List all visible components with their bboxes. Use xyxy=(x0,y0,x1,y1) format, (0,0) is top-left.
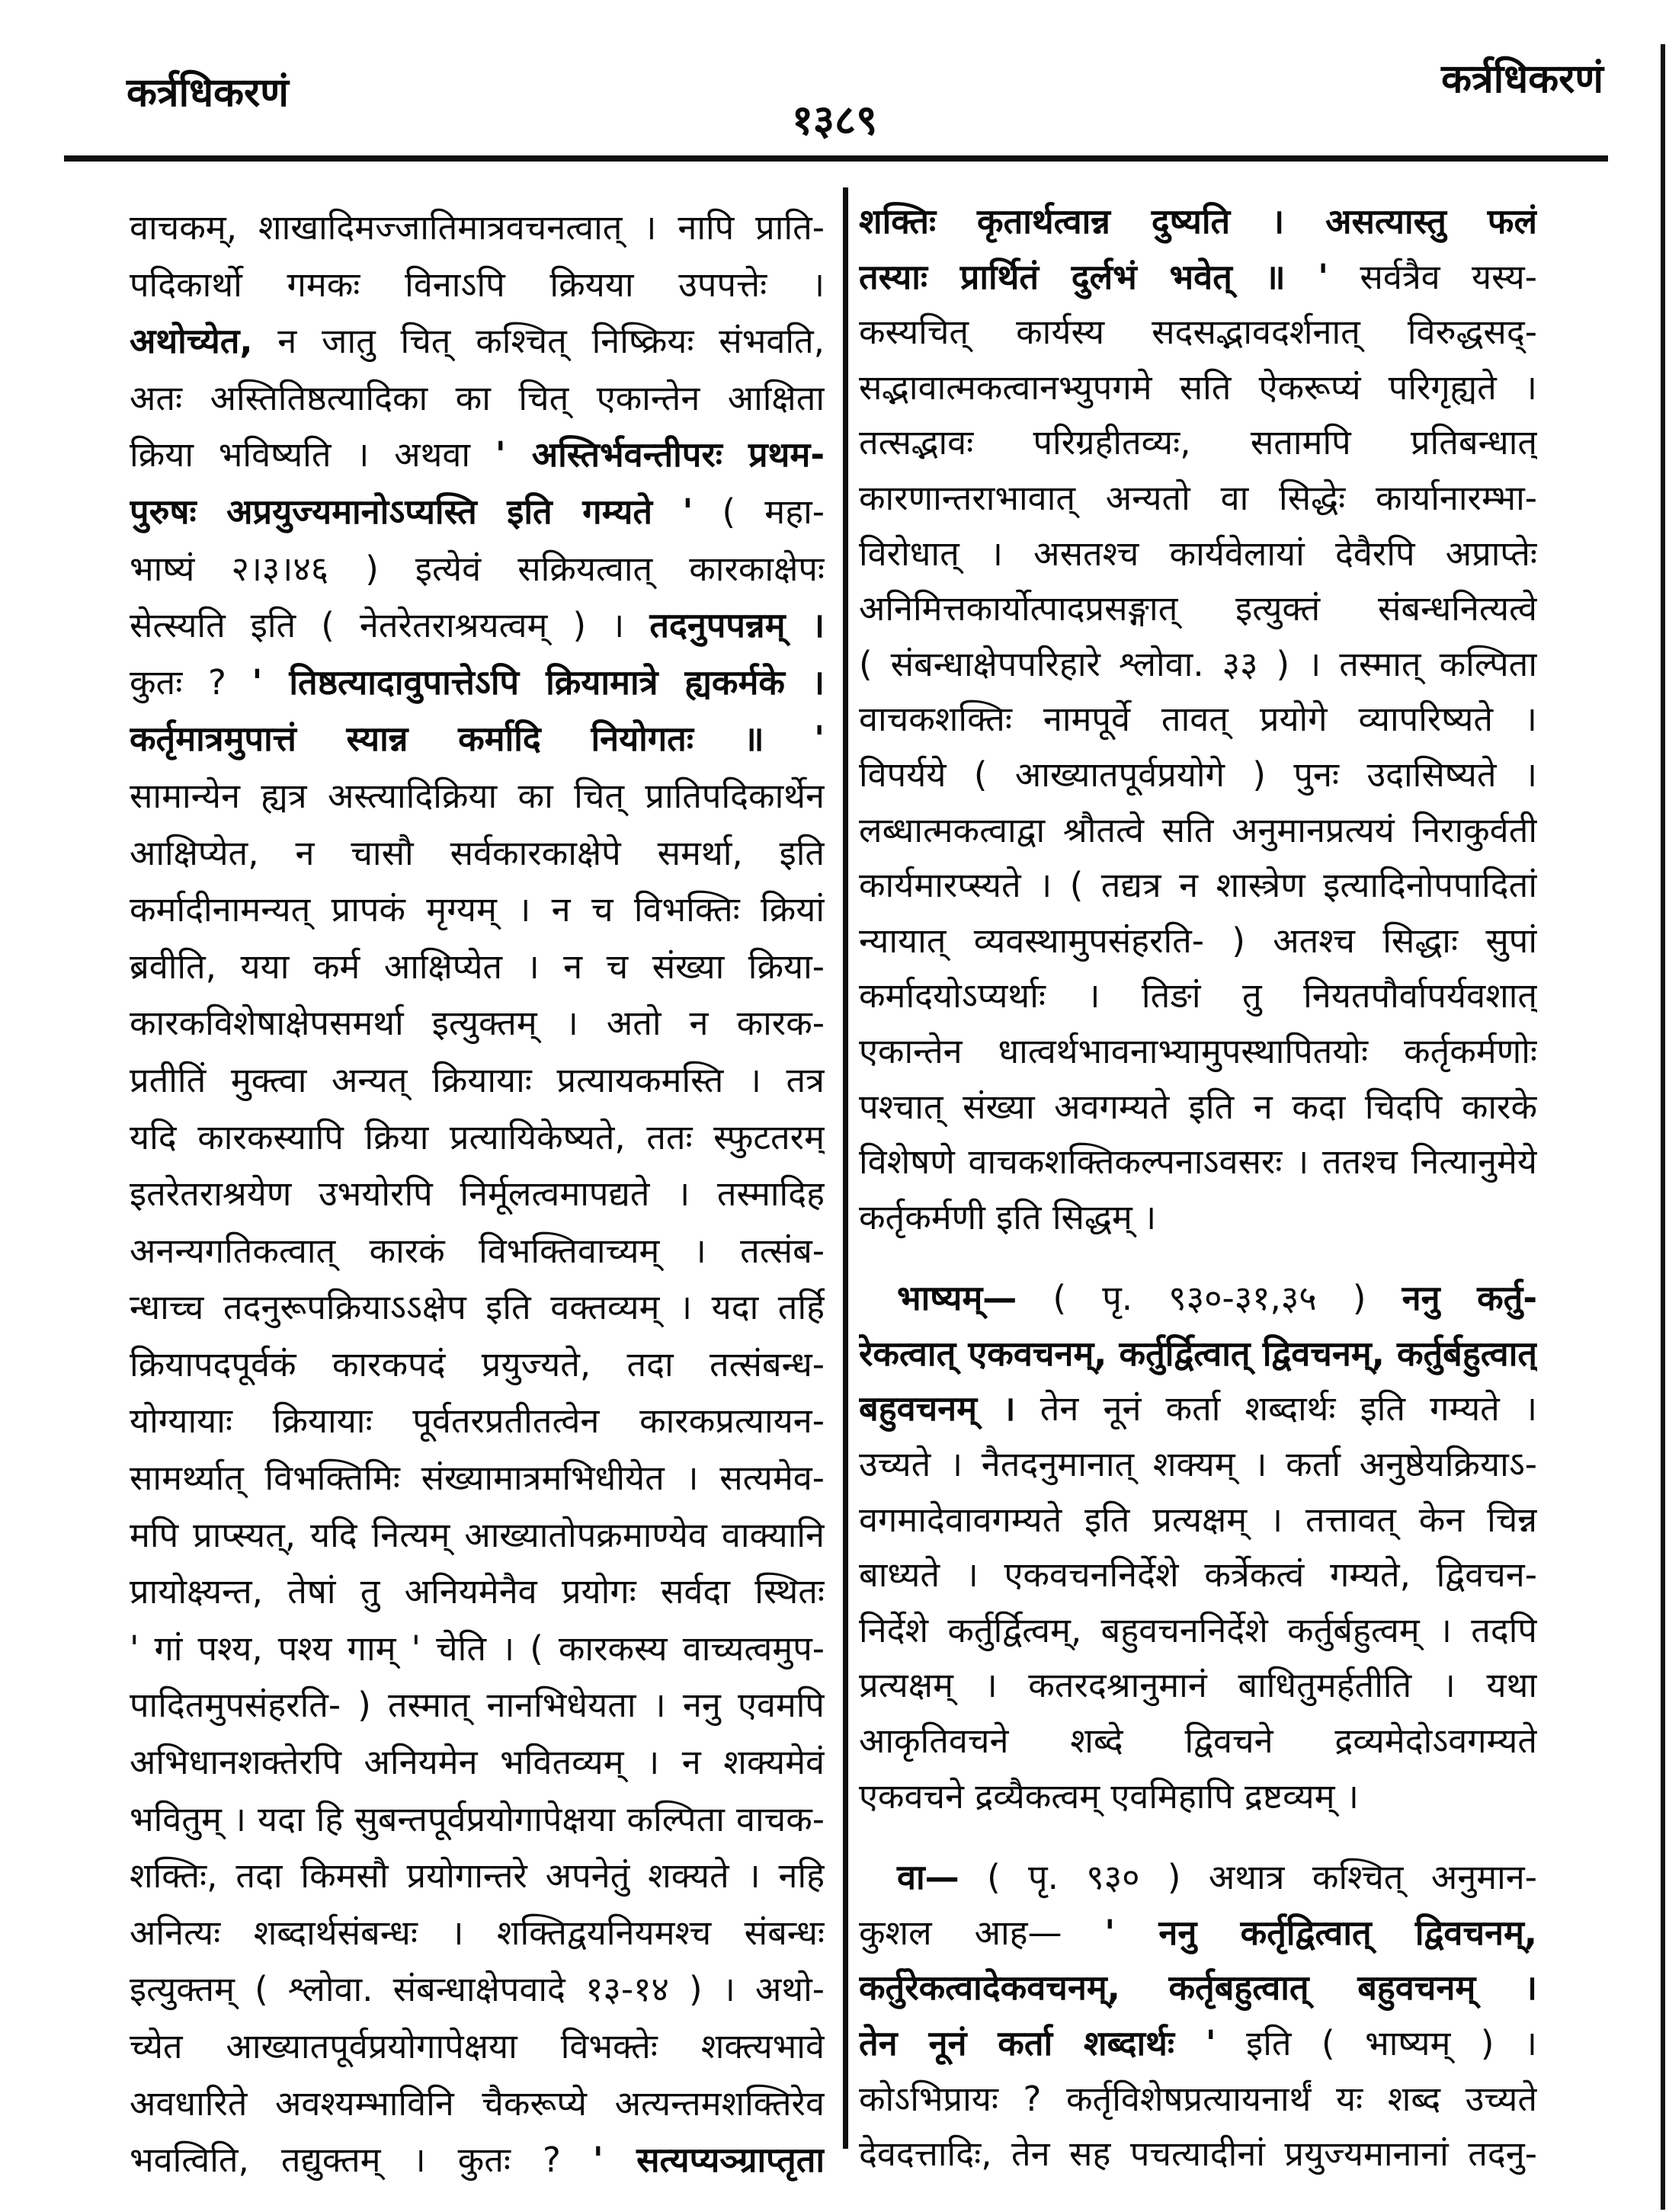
text-segment: आकृतिवचने शब्दे द्विवचने द्रव्यमेदोऽवगम्यते xyxy=(859,1721,1537,1762)
text-line xyxy=(859,1548,1537,1603)
text-segment: सामान्येन ह्यत्र अस्त्यादिक्रिया का चित् प्रातिपदिकार्थेन xyxy=(130,775,825,816)
bold-text-segment: ' सत्यप्यञ्ग्राप्तृता xyxy=(592,2140,825,2181)
text-segment: सेत्स्यति इति ( नेतरेतराश्रयत्वम् ) । xyxy=(130,605,650,646)
text-segment: योग्यायाः क्रियायाः पूर्वतरप्रतीतत्वेन कारकप्रत्यायन- xyxy=(130,1401,825,1442)
text-line xyxy=(859,1714,1537,1769)
text-line xyxy=(130,2076,825,2133)
text-line xyxy=(859,1135,1537,1190)
text-line xyxy=(859,1437,1537,1493)
text-line xyxy=(130,1905,825,1962)
text-segment: इत्युक्तम् ( श्लोवा. संबन्धाक्षेपवादे १३-१४ ) । अथो- xyxy=(130,1969,825,2010)
text-segment: भवत्विति, तद्युक्तम् । कुतः ? xyxy=(130,2140,593,2181)
text-line xyxy=(130,1223,825,1280)
text-line xyxy=(130,2018,825,2076)
text-line xyxy=(130,1052,825,1109)
bold-text-segment: वा— xyxy=(897,1857,959,1898)
text-segment: ' गां पश्य, पश्य गाम् ' चेति । ( कारकस्य वाच्यत्वमुप- xyxy=(130,1628,825,1669)
text-line xyxy=(130,1677,825,1734)
text-line xyxy=(859,1190,1537,1246)
text-segment: क्रिया भविष्यति । अथवा xyxy=(130,434,495,475)
text-line xyxy=(130,1393,825,1450)
text-segment: कारणान्तराभावात् अन्यतो वा सिद्धेः कार्यानारम्भा- xyxy=(859,477,1537,518)
text-segment: भवितुम् । यदा हि सुबन्तपूर्वप्रयोगापेक्षया कल्पिता वाचक- xyxy=(130,1798,825,1839)
text-line xyxy=(859,1271,1537,1327)
text-line xyxy=(859,1080,1537,1135)
text-line xyxy=(859,1906,1537,1961)
text-line xyxy=(130,427,825,484)
text-segment: कार्यमारप्स्यते । ( तद्यत्र न शास्त्रेण इत्यादिनोपपादितां xyxy=(859,865,1537,906)
header-rule xyxy=(64,155,1608,162)
text-line xyxy=(130,995,825,1052)
text-segment: इतरेतराश्रयेण उभयोरपि निर्मूलत्वमापद्यते । तस्मादिह xyxy=(130,1173,825,1215)
text-line xyxy=(859,1961,1537,2016)
bold-text-segment: ' तिष्ठत्यादावुपात्तेऽपि क्रियामात्रे ह्यकर्मके । xyxy=(251,661,825,703)
text-line xyxy=(859,415,1537,471)
text-line xyxy=(859,194,1537,250)
bold-text-segment: शक्तिः कृतार्थत्वान्न दुष्यति । असत्यास्तु फलं xyxy=(859,201,1537,242)
text-line xyxy=(859,1493,1537,1548)
bold-text-segment: तदनुपपन्नम् । xyxy=(649,605,825,646)
text-line xyxy=(130,257,825,314)
text-line xyxy=(859,471,1537,527)
text-segment: तत्सद्भावः परिग्रहीतव्यः, सतामपि प्रतिबन्धात् xyxy=(859,422,1537,463)
text-line xyxy=(859,858,1537,914)
text-segment: क्रियापदपूर्वकं कारकपदं प्रयुज्यते, तदा तत्संबन्ध- xyxy=(130,1343,825,1385)
text-line xyxy=(130,1109,825,1167)
text-segment: प्रतीतिं मुक्त्वा अन्यत् क्रियायाः प्रत्यायकमस्ति । तत्र xyxy=(130,1059,825,1100)
text-line xyxy=(130,1791,825,1849)
text-line xyxy=(859,2072,1537,2127)
bold-text-segment: तेन नूनं कर्ता शब्दार्थः ' xyxy=(859,2023,1216,2063)
text-segment: देवदत्तादिः, तेन सह पचत्यादीनां प्रयुज्यमानानां तदनु- xyxy=(859,2134,1537,2175)
text-line xyxy=(859,1658,1537,1714)
text-segment: कोऽभिप्रायः ? कर्तृविशेषप्रत्यायनार्थं यः शब्द उच्यते xyxy=(859,2078,1537,2119)
text-segment: शक्तिः, तदा किमसौ प्रयोगान्तरे अपनेतुं शक्यते । नहि xyxy=(130,1855,825,1897)
bold-text-segment: ' अस्तिर्भवन्तीपरः प्रथम- xyxy=(495,434,825,475)
text-line xyxy=(130,1166,825,1223)
text-segment: वगमादेवावगम्यते इति प्रत्यक्षम् । तत्तावत् केन चिन्न xyxy=(859,1499,1537,1540)
text-segment: कुतः ? xyxy=(130,661,252,703)
text-segment: अनन्यगतिकत्वात् कारकं विभक्तिवाच्यम् । तत्संब- xyxy=(130,1230,825,1271)
text-line xyxy=(130,1961,825,2018)
text-line xyxy=(859,360,1537,416)
text-segment: विरोधात् । असतश्च कार्यवेलायां देवैरपि अप्राप्तेः xyxy=(859,533,1537,574)
text-line xyxy=(130,768,825,825)
text-line xyxy=(859,1850,1537,1906)
text-line xyxy=(130,313,825,370)
text-line xyxy=(130,370,825,427)
text-line xyxy=(859,692,1537,747)
text-line xyxy=(130,1848,825,1905)
text-segment: इति ( भाष्यम् ) । xyxy=(1216,2023,1537,2063)
text-segment: एकवचने द्रव्यैकत्वम् एवमिहापि द्रष्टव्यम् । xyxy=(859,1775,1359,1817)
bold-text-segment: ' ननु कर्तृद्वित्वात् द्विवचनम्, xyxy=(1104,1912,1537,1953)
text-segment: ब्रवीति, यया कर्म आक्षिप्येत । न च संख्या क्रिया- xyxy=(130,946,825,987)
text-segment: अभिधानशक्तेरपि अनियमेन भवितव्यम् । न शक्यमेवं xyxy=(130,1742,825,1783)
text-line xyxy=(130,484,825,541)
text-line xyxy=(859,1381,1537,1437)
text-line xyxy=(130,541,825,598)
text-line xyxy=(130,597,825,655)
text-line xyxy=(130,655,825,712)
text-segment: मपि प्राप्स्यत्, यदि नित्यम् आख्यातोपक्रमाण्येव वाक्यानि xyxy=(130,1514,825,1555)
text-segment: बाध्यते । एकवचननिर्देशे कर्त्रेकत्वं गम्यते, द्विवचन- xyxy=(859,1554,1537,1596)
text-segment: न जातु चित् कश्चित् निष्क्रियः संभवति, xyxy=(252,321,825,362)
text-segment: कारकविशेषाक्षेपसमर्था इत्युक्तम् । अतो न कारक- xyxy=(130,1003,825,1044)
text-line xyxy=(130,1336,825,1394)
text-segment: सामर्थ्यात् विभक्तिमिः संख्यामात्रमभिधीयेत । सत्यमेव- xyxy=(130,1458,825,1499)
text-line xyxy=(859,1024,1537,1080)
text-segment: उच्यते । नैतदनुमानात् शक्यम् । कर्ता अनुष्ठेयक्रियाऽ- xyxy=(859,1444,1537,1485)
text-segment: ( महा- xyxy=(693,491,825,532)
text-segment: कुशल आह— xyxy=(859,1912,1105,1953)
text-line xyxy=(859,581,1537,637)
text-segment: सद्भावात्मकत्वानभ्युपगमे सति ऐकरूप्यं परिगृह्यते । xyxy=(859,367,1537,408)
text-segment: विशेषणे वाचकशक्तिकल्पनाऽवसरः । ततश्च नित्यानुमेये xyxy=(859,1141,1537,1183)
text-segment: एकान्तेन धात्वर्थभावनाभ्यामुपस्थापितयोः कर्तृकर्मणोः xyxy=(859,1030,1537,1071)
text-line xyxy=(859,968,1537,1024)
header-right-title: कर्त्रधिकरणं xyxy=(1441,56,1603,102)
text-line xyxy=(859,803,1537,859)
text-segment: कर्मादयोऽप्यर्थाः । तिङां तु नियतपौर्वापर्यवशात् xyxy=(859,975,1537,1016)
right-column xyxy=(859,194,1537,2182)
text-line xyxy=(859,1603,1537,1659)
bold-text-segment: रेकत्वात् एकवचनम्, कर्तुर्द्वित्वात् द्विवचनम्, कर्तुर्बहुत्वात् xyxy=(859,1333,1537,1374)
text-line xyxy=(130,825,825,882)
text-line xyxy=(859,2127,1537,2182)
left-column xyxy=(130,200,825,2189)
text-line xyxy=(859,250,1537,306)
text-line xyxy=(130,1507,825,1564)
text-segment: वाचकम्, शाखादिमज्जातिमात्रवचनत्वात् । नापि प्राति- xyxy=(130,207,825,248)
bold-text-segment: पुरुषः अप्रयुज्यमानोऽप्यस्ति इति गम्यते ' xyxy=(130,491,694,532)
bold-text-segment: अथोच्येत, xyxy=(130,321,253,362)
text-segment: अतः अस्तितिष्ठत्यादिका का चित् एकान्तेन आक्षिता xyxy=(130,377,825,418)
text-segment: लब्धात्मकत्वाद्वा श्रौतत्वे सति अनुमानप्रत्ययं निराकुर्वती xyxy=(859,809,1537,850)
text-line xyxy=(130,2132,825,2189)
text-line xyxy=(859,305,1537,360)
text-line xyxy=(130,939,825,996)
text-segment: विपर्यये ( आख्यातपूर्वप्रयोगे ) पुनः उदासिष्यते । xyxy=(859,754,1537,795)
text-segment: कर्तृकर्मणी इति सिद्धम् । xyxy=(859,1196,1157,1237)
text-segment: भाष्यं २।३।४६ ) इत्येवं सक्रियत्वात् कारकाक्षेपः xyxy=(130,548,825,589)
text-line xyxy=(130,1450,825,1507)
text-line xyxy=(859,914,1537,969)
text-segment: अनिमित्तकार्योत्पादप्रसङ्गात् इत्युक्तं संबन्धनित्यत्वे xyxy=(859,588,1537,629)
text-segment: ( पृ. ९३० ) अथात्र कश्चित् अनुमान- xyxy=(959,1857,1537,1898)
page-number: १३८९ xyxy=(791,96,878,144)
header-left-title: कर्त्रधिकरणं xyxy=(127,70,289,116)
text-segment: अवधारिते अवश्यम्भाविनि चैकरूप्ये अत्यन्तमशक्तिरेव xyxy=(130,2082,825,2124)
bold-text-segment: ननु कर्तु- xyxy=(1402,1278,1537,1319)
page-edge-line xyxy=(1661,44,1665,2210)
bold-text-segment: बहुवचनम् । xyxy=(859,1388,1016,1429)
text-segment: वाचकशक्तिः नामपूर्वे तावत् प्रयोगे व्यापरिष्यते । xyxy=(859,699,1537,740)
text-segment: पादितमुपसंहरति- ) तस्मात् नानभिधेयता । ननु एवमपि xyxy=(130,1685,825,1726)
text-segment: कर्मादीनामन्यत् प्रापकं मृग्यम् । न च विभक्तिः क्रियां xyxy=(130,889,825,930)
text-segment: यदि कारकस्यापि क्रिया प्रत्यायिकेष्यते, ततः स्फुटतरम् xyxy=(130,1116,825,1157)
text-segment: प्रत्यक्षम् । कतरदश्रानुमानं बाधितुमर्हतीति । यथा xyxy=(859,1665,1537,1706)
text-line xyxy=(859,747,1537,803)
text-segment: कस्यचित् कार्यस्य सदसद्भावदर्शनात् विरुद्धसद्- xyxy=(859,312,1537,353)
text-segment: निर्देशे कर्तुर्द्वित्वम्, बहुवचननिर्देशे कर्तुर्बहुत्वम् । तदपि xyxy=(859,1609,1537,1650)
text-segment: ( पृ. ९३०-३१,३५ ) xyxy=(1017,1278,1402,1319)
text-segment: आक्षिप्येत, न चासौ सर्वकारकाक्षेपे समर्था, इति xyxy=(130,832,825,873)
text-segment: अनित्यः शब्दार्थसंबन्धः । शक्तिद्वयनियमश्च संबन्धः xyxy=(130,1912,825,1953)
text-line xyxy=(130,200,825,257)
column-divider xyxy=(843,187,848,2149)
text-segment: तेन नूनं कर्ता शब्दार्थः इति गम्यते । xyxy=(1015,1388,1537,1429)
text-line xyxy=(859,637,1537,693)
text-segment: ( संबन्धाक्षेपपरिहारे श्लोवा. ३३ ) । तस्मात् कल्पिता xyxy=(859,643,1537,684)
text-segment: न्यायात् व्यवस्थामुपसंहरति- ) अतश्च सिद्धाः सुपां xyxy=(859,920,1537,961)
bold-text-segment: भाष्यम्— xyxy=(897,1278,1017,1319)
bold-text-segment: कर्तृमात्रमुपात्तं स्यान्न कर्मादि नियोगतः ॥ ' xyxy=(130,719,825,760)
text-line xyxy=(130,1279,825,1336)
text-line xyxy=(859,1769,1537,1825)
text-line xyxy=(859,2016,1537,2072)
bold-text-segment: तस्याः प्रार्थितं दुर्लभं भवेत् ॥ ' xyxy=(859,256,1329,297)
text-segment: पश्चात् संख्या अवगम्यते इति न कदा चिदपि कारके xyxy=(859,1086,1537,1127)
text-line xyxy=(859,527,1537,582)
text-segment: प्रायोक्ष्यन्त, तेषां तु अनियमेनैव प्रयोगः सर्वदा स्थितः xyxy=(130,1571,825,1612)
text-segment: च्येत आख्यातपूर्वप्रयोगापेक्षया विभक्तेः शक्त्यभावे xyxy=(130,2026,825,2066)
text-segment: पदिकार्थो गमकः विनाऽपि क्रियया उपपत्तेः । xyxy=(130,264,825,305)
text-segment: सर्वत्रैव यस्य- xyxy=(1328,256,1537,297)
text-line xyxy=(130,1734,825,1791)
text-line xyxy=(130,1621,825,1678)
text-line xyxy=(130,1564,825,1621)
text-line xyxy=(130,882,825,939)
bold-text-segment: कर्तुरेकत्वादेकवचनम्, कर्तृबहुत्वात् बहुवचनम् । xyxy=(859,1967,1537,2009)
text-line xyxy=(130,711,825,768)
text-line xyxy=(859,1327,1537,1382)
text-segment: न्धाच्च तदनुरूपक्रियाऽऽक्षेप इति वक्तव्यम् । यदा तर्हि xyxy=(130,1287,825,1328)
